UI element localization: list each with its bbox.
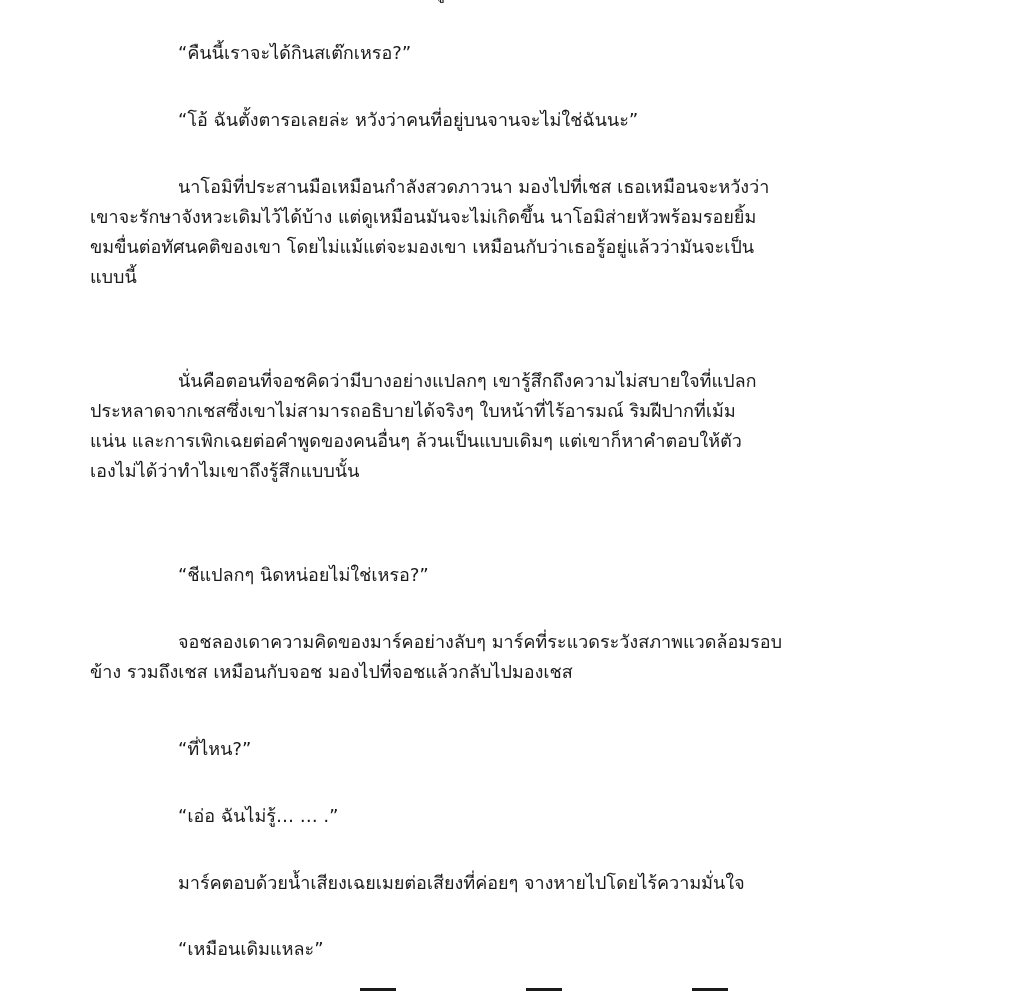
text-line: นาโอมิที่ประสานมือเหมือนกำลังสวดภาวนา มองไปที่เชส เธอเหมือนจะหวังว่า: [178, 177, 770, 198]
text-line: “เหมือนเดิมแหละ”: [178, 939, 324, 960]
text-line: ขมขื่นต่อทัศนคติของเขา โดยไม่แม้แต่จะมองเขา เหมือนกับว่าเธอรู้อยู่แล้วว่ามันจะเป็น: [90, 237, 755, 258]
text-line: นั่นคือตอนที่จอชคิดว่ามีบางอย่างแปลกๆ เขารู้สึกถึงความไม่สบายใจที่แปลก: [178, 371, 757, 392]
paragraph: [90, 106, 638, 136]
paragraph: [90, 561, 429, 591]
text-line: “เอ่อ ฉันไม่รู้… … .”: [178, 806, 339, 827]
text-line: “ชีแปลกๆ นิดหน่อยไม่ใช่เหรอ?”: [178, 565, 429, 586]
text-line: แน่น และการเพิกเฉยต่อคำพูดของคนอื่นๆ ล้วนเป็นแบบเดิมๆ แต่เขาก็หาคำตอบให้ตัว: [90, 431, 742, 452]
paragraph: [90, 735, 251, 765]
text-line: เขาจะรักษาจังหวะเดิมไว้ได้บ้าง แต่ดูเหมือนมันจะไม่เกิดขึ้น นาโอมิส่ายหัวพร้อมรอยยิ้ม: [90, 207, 757, 228]
paragraph: [90, 39, 411, 69]
text-line: มาร์คตอบด้วยน้ำเสียงเฉยเมยต่อเสียงที่ค่อยๆ จางหายไปโดยไร้ความมั่นใจ: [178, 873, 745, 894]
text-line: “คืนนี้เราจะได้กินสเต๊กเหรอ?”: [178, 43, 412, 64]
text-line: จอชลองเดาความคิดของมาร์คอย่างลับๆ มาร์คที่ระแวดระวังสภาพแวดล้อมรอบ: [178, 632, 783, 653]
paragraph: [90, 869, 745, 899]
paragraph: [90, 935, 324, 965]
clipped-bottom-line: [360, 988, 858, 1000]
text-line: แบบนี้: [90, 267, 137, 288]
text-line: “โอ้ ฉันตั้งตารอเลยล่ะ หวังว่าคนที่อยู่บนจานจะไม่ใช่ฉันนะ”: [178, 110, 639, 131]
text-line: ข้าง รวมถึงเชส เหมือนกับจอช มองไปที่จอชแล้วกลับไปมองเชส: [90, 662, 573, 683]
paragraph: [90, 173, 769, 293]
text-line: “ที่ไหน?”: [178, 739, 252, 760]
text-line: ประหลาดจากเชสซึ่งเขาไม่สามารถอธิบายได้จริงๆ ใบหน้าที่ไร้อารมณ์ ริมฝีปากที่เม้ม: [90, 401, 736, 422]
paragraph: [90, 628, 782, 688]
text-line: เองไม่ได้ว่าทำไมเขาถึงรู้สึกแบบนั้น: [90, 461, 360, 482]
paragraph: [90, 367, 757, 487]
paragraph: [90, 802, 338, 832]
